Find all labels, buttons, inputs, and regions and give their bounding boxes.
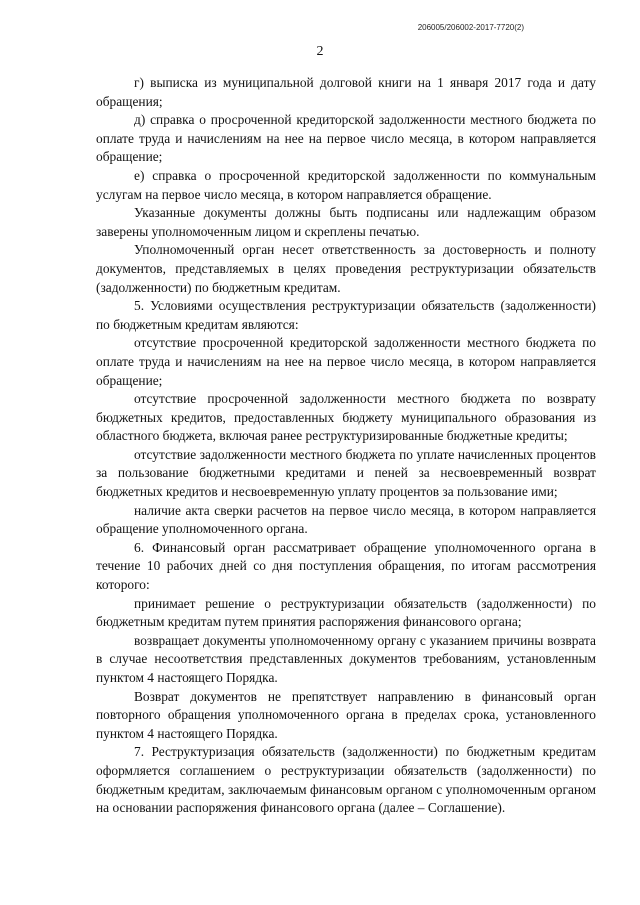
paragraph-decision: принимает решение о реструктуризации обязательств (задолженности) по бюджетным кредитам путем принятия распоряжения финансового органа; <box>96 595 596 630</box>
paragraph-condition-1: отсутствие просроченной кредиторской задолженности местного бюджета по оплате труда и начислениям на нее на первое число месяца, в котором направляется обращение; <box>96 335 596 388</box>
paragraph-section-6: 6. Финансовый орган рассматривает обращение уполномоченного органа в течение 10 рабочих дней со дня поступления обращения, по итогам рассмотрения которого: <box>96 539 596 593</box>
paragraph-section-7: 7. Реструктуризация обязательств (задолженности) по бюджетным кредитам оформляется соглашением о реструктуризации обязательств (задолженности) по бюджетным кредитам, заключаемым финансовым органом с уполномоченным органом на основании распоряжения финансового органа (далее – Соглашение). <box>96 744 596 816</box>
document-body <box>96 74 596 818</box>
paragraph-item-e: е) справка о просроченной кредиторской задолженности по коммунальным услугам на первое число месяца, в котором направляется обращение. <box>96 167 596 202</box>
paragraph-condition-2: отсутствие просроченной задолженности местного бюджета по возврату бюджетных кредитов, предоставленных бюджету муниципального образования из областного бюджета, включая ранее реструктуризированные бюджетные кредиты; <box>96 391 596 444</box>
paragraph-item-g: г) выписка из муниципальной долговой книги на 1 января 2017 года и дату обращения; <box>96 75 596 109</box>
paragraph-section-5: 5. Условиями осуществления реструктуризации обязательств (задолженности) по бюджетным кредитам являются: <box>96 298 596 332</box>
paragraph-condition-4: наличие акта сверки расчетов на первое число месяца, в котором направляется обращение уполномоченного органа. <box>96 502 596 537</box>
paragraph-return: возвращает документы уполномоченному органу с указанием причины возврата в случае несоответствия представленных документов требованиям, установленным пунктом 4 настоящего Порядка. <box>96 632 596 685</box>
page-number: 2 <box>316 44 324 59</box>
paragraph-item-d: д) справка о просроченной кредиторской задолженности местного бюджета по оплате труда и начислениям на нее на первое число месяца, в котором направляется обращение; <box>96 112 596 165</box>
document-id: 206005/206002-2017-7720(2) <box>417 23 524 32</box>
paragraph-signature-requirement: Указанные документы должны быть подписаны или надлежащим образом заверены уполномоченным лицом и скреплены печатью. <box>96 205 596 239</box>
paragraph-responsibility: Уполномоченный орган несет ответственность за достоверность и полноту документов, представляемых в целях проведения реструктуризации обязательств (задолженности) по бюджетным кредитам. <box>96 242 596 295</box>
paragraph-resubmission: Возврат документов не препятствует направлению в финансовый орган повторного обращения уполномоченного органа в пределах срока, установленного пунктом 4 настоящего Порядка. <box>96 688 596 741</box>
paragraph-condition-3: отсутствие задолженности местного бюджета по уплате начисленных процентов за пользование бюджетными кредитами и пеней за несвоевременный возврат бюджетных кредитов и несвоевременную уплату процентов за пользование ими; <box>96 446 596 500</box>
